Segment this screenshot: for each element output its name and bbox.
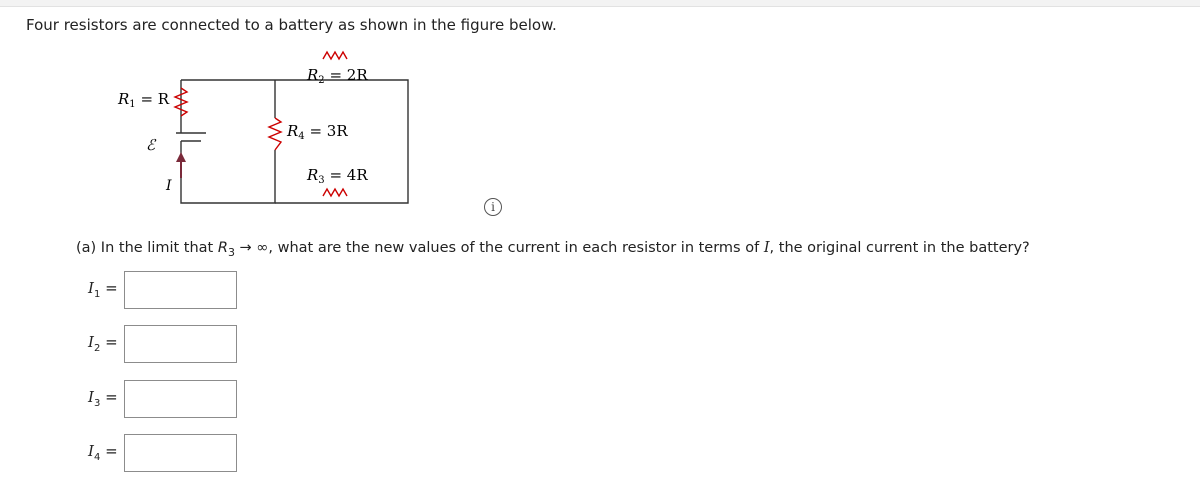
r2-label: $R_2 = 2R$	[307, 66, 368, 86]
question-suffix: , the original current in the battery?	[769, 240, 1030, 256]
question-I: I	[763, 240, 770, 256]
question-prefix: (a) In the limit that	[76, 240, 218, 256]
r1-label: $R_1 = R$	[118, 90, 170, 110]
emf-label: ℰ	[146, 136, 156, 154]
current-arrow-head	[176, 152, 186, 162]
info-icon[interactable]: i	[484, 198, 502, 216]
wire-left-bottom	[181, 150, 275, 203]
wire-top-right	[275, 80, 408, 203]
answer-label-i2: $I_2$ =	[88, 333, 118, 354]
resistor-r4-zigzag	[269, 118, 281, 150]
answer-input-i1[interactable]	[124, 271, 237, 309]
answer-input-i4[interactable]	[124, 434, 237, 472]
answer-label-i1: $I_1$ =	[88, 279, 118, 300]
question-r-sub: 3	[227, 245, 235, 259]
question-arrow: → ∞	[234, 240, 269, 256]
question-a	[76, 240, 1030, 259]
r3-label: $R_3 = 4R$	[307, 166, 368, 186]
answer-label-i4: $I_4$ =	[88, 442, 118, 463]
current-label: I	[166, 178, 172, 194]
question-r: R	[217, 240, 228, 256]
answer-input-i3[interactable]	[124, 380, 237, 418]
circuit-diagram	[0, 0, 1200, 240]
answer-label-i3: $I_3$ =	[88, 388, 118, 409]
answer-input-i2[interactable]	[124, 325, 237, 363]
resistor-r2-zigzag	[323, 52, 347, 59]
resistor-r3-zigzag	[323, 189, 347, 196]
r4-label: $R_4 = 3R$	[287, 122, 348, 142]
question-middle: , what are the new values of the current in each resistor in terms of	[268, 240, 764, 256]
problem-intro: Four resistors are connected to a battery as shown in the figure below.	[26, 16, 557, 34]
